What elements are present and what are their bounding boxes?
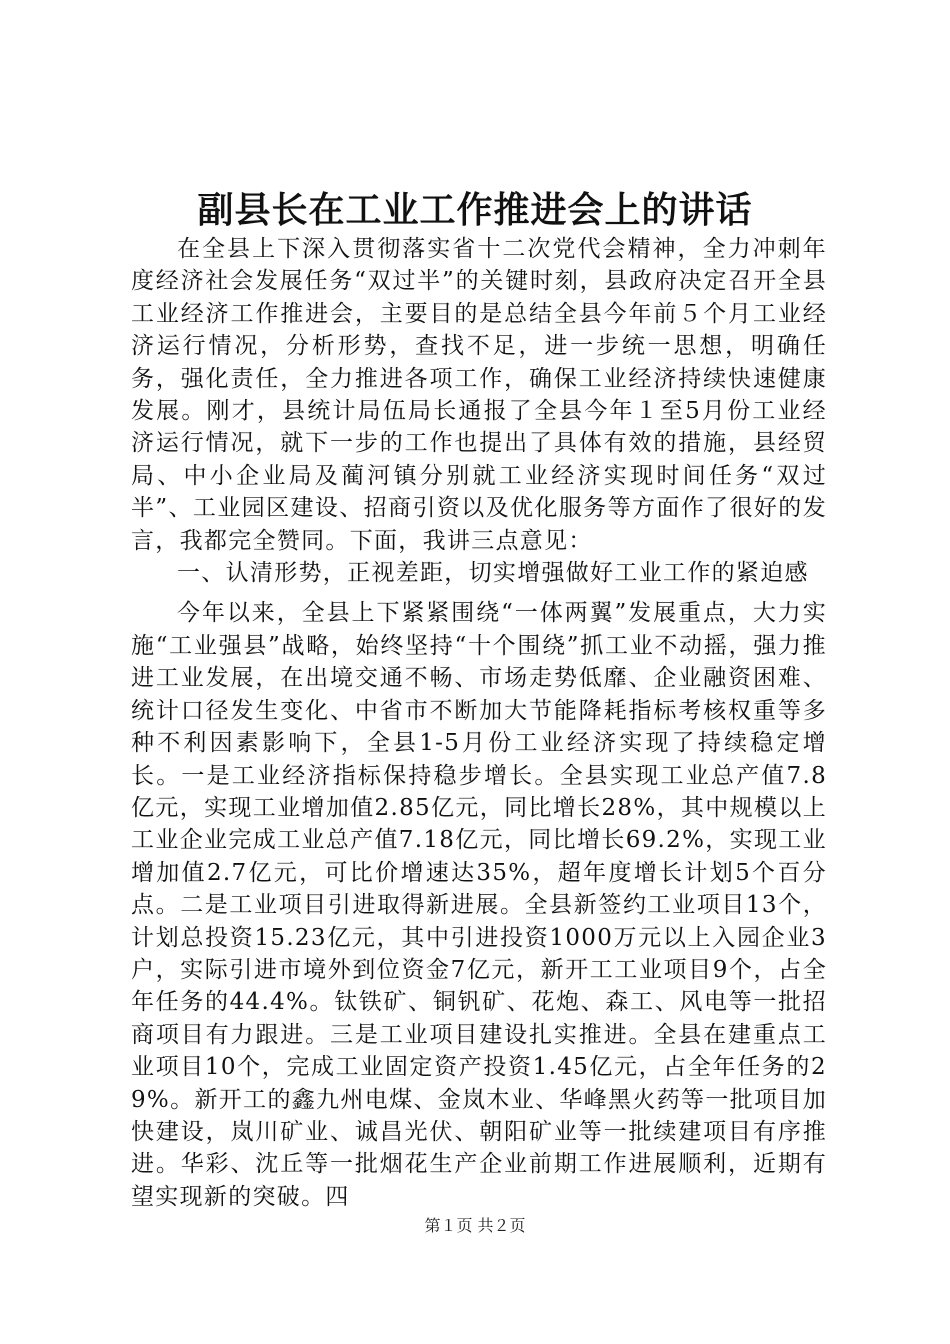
body-paragraph: 今年以来，全县上下紧紧围绕“一体两翼”发展重点，大力实施“工业强县”战略，始终坚持“十个围绕”抓工业不动摇，强力推进工业发展，在出境交通不畅、市场走势低靡、企业融资困难、统计口径发生变化、中省市不断加大节能降耗指标考核权重等多种不利因素影响下，全县1-5月份工业经济实现了持续稳定增长。一是工业经济指标保持稳步增长。全县实现工业总产值7.8亿元，实现工业增加值2.85亿元，同比增长28%，其中规模以上工业企业完成工业总产值7.18亿元，同比增长69.2%，实现工业增加值2.7亿元，可比价增速达35%，超年度增长计划5个百分点。二是工业项目引进取得新进展。全县新签约工业项目13个，计划总投资15.23亿元，其中引进投资1000万元以上入园企业3户，实际引进市境外到位资金7亿元，新开工工业项目9个，占全年任务的44.4%。钛铁矿、铜钒矿、花炮、森工、风电等一批招商项目有力跟进。三是工业项目建设扎实推进。全县在建重点工业项目10个，完成工业固定资产投资1.45亿元，占全年任务的29%。新开工的鑫九州电煤、金岚木业、华峰黑火药等一批项目加快建设，岚川矿业、诚昌光伏、朝阳矿业等一批续建项目有序推进。华彩、沈丘等一批烟花生产企业前期工作进展顺利，近期有望实现新的突破。四 [131,600,827,1210]
section-heading-1: 一、认清形势，正视差距，切实增强做好工业工作的紧迫感 [177,560,809,587]
intro-paragraph: 在全县上下深入贯彻落实省十二次党代会精神，全力冲刺年度经济社会发展任务“双过半”的关键时刻，县政府决定召开全县工业经济工作推进会，主要目的是总结全县今年前５个月工业经济运行情况，分析形势，查找不足，进一步统一思想，明确任务，强化责任，全力推进各项工作，确保工业经济持续快速健康发展。刚才，县统计局伍局长通报了全县今年１至5月份工业经济运行情况，就下一步的工作也提出了具体有效的措施，县经贸局、中小企业局及蔺河镇分别就工业经济实现时间任务“双过半”、工业园区建设、招商引资以及优化服务等方面作了很好的发言，我都完全赞同。下面，我讲三点意见： [131,236,827,554]
document-body [131,233,827,1213]
document-title: 副县长在工业工作推进会上的讲话 [197,189,753,231]
page-footer: 第１页 共２页 [424,1216,526,1235]
